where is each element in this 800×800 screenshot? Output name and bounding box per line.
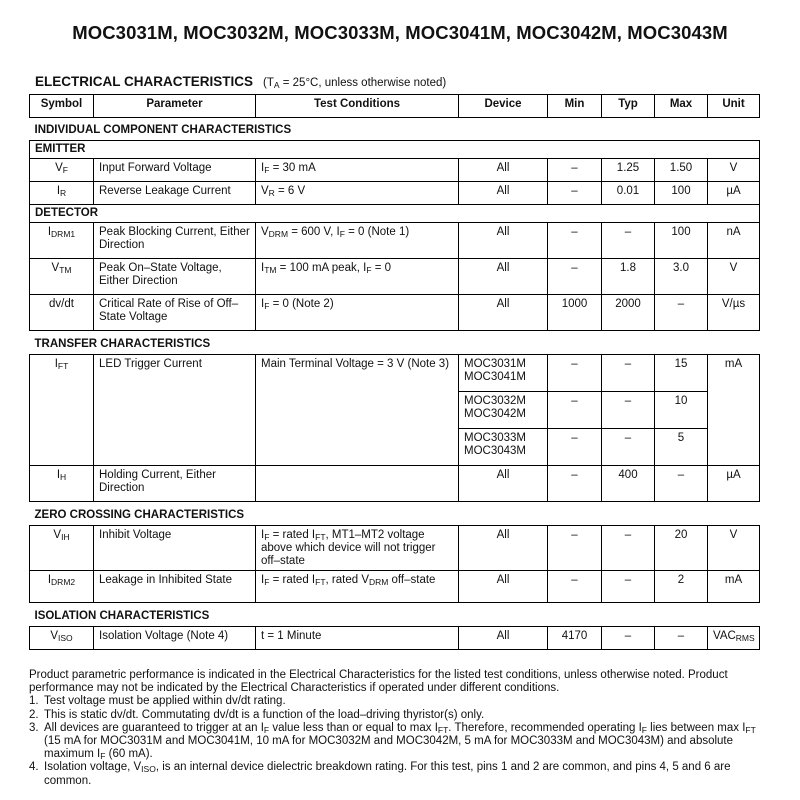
parameter-cell: LED Trigger Current [94,355,256,466]
group-heading-isolation: ISOLATION CHARACTERISTICS [34,610,210,622]
parameter-cell: Isolation Voltage (Note 4) [94,627,256,650]
typ-cell: – [602,355,655,392]
typ-cell: – [602,571,655,603]
typ-cell: – [602,627,655,650]
note-4: 4. Isolation voltage, $V_{ISO}$, is an internal device dielectric breakdown rating. For this test, pins 1 and 2 are common, and pins 4, 5 and 6 are common. [29,761,731,787]
max-cell: – [655,466,708,502]
group-heading-individual: INDIVIDUAL COMPONENT CHARACTERISTICS [34,124,292,136]
min-cell: – [548,182,602,205]
unit-cell: mA [708,571,760,603]
parameter-cell: Input Forward Voltage [94,159,256,182]
symbol-cell: dv/dt [30,295,94,331]
symbol-cell: $I_R$ [30,182,94,205]
parameter-cell: Critical Rate of Rise of Off–State Voltage [94,295,256,331]
note-1: 1. Test voltage must be applied within dv/dt rating. [29,695,286,708]
device-cell: All [459,159,548,182]
device-cell: All [459,466,548,502]
condition-cell: $V_{DRM} = 600$ V, $I_F = 0$ (Note 1) [256,223,459,259]
typ-cell: – [602,526,655,571]
symbol-cell: $I_{DRM2}$ [30,571,94,603]
symbol-cell: $I_{FT}$ [30,355,94,466]
parameter-cell: Inhibit Voltage [94,526,256,571]
min-cell: – [548,259,602,295]
max-cell: 3.0 [655,259,708,295]
test-condition-note: ($T_A = 25^\circ C$, unless otherwise noted) [263,77,447,90]
symbol-cell: $I_{DRM1}$ [30,223,94,259]
unit-cell: V [708,259,760,295]
typ-cell: – [602,429,655,466]
unit-cell: nA [708,223,760,259]
symbol-cell: $V_{TM}$ [30,259,94,295]
table-row [30,466,760,502]
group-heading-transfer: TRANSFER CHARACTERISTICS [34,338,211,350]
device-cell: All [459,571,548,603]
group-heading-zero-crossing: ZERO CROSSING CHARACTERISTICS [34,509,245,521]
notes-intro: Product parametric performance is indicated in the Electrical Characteristics for the listed test conditions, unless otherwise noted. Product performance may not be indicated by the Electrical Characteristics if operated under different conditions. [29,669,728,695]
device-cell: All [459,182,548,205]
condition-cell: Main Terminal Voltage = 3 V (Note 3) [256,355,459,466]
symbol-cell: $V_{IH}$ [30,526,94,571]
column-header-symbol: Symbol [30,95,94,118]
device-cell: MOC3032M MOC3042M [459,392,548,429]
min-cell: – [548,392,602,429]
table-row [30,295,760,331]
max-cell: 10 [655,392,708,429]
max-cell: 15 [655,355,708,392]
typ-cell: 1.8 [602,259,655,295]
typ-cell: 1.25 [602,159,655,182]
subgroup-heading-detector: DETECTOR [30,205,760,223]
min-cell: – [548,571,602,603]
table-row [30,627,760,650]
unit-cell: V [708,159,760,182]
min-cell: – [548,429,602,466]
table-row [30,355,760,392]
note-3: 3. All devices are guaranteed to trigger at an $I_F$ value less than or equal to $\max I_{FT}$. Therefore, recommended operating $I_F$ lies between $\max I_{FT}$ (15 mA for MOC3031M and MOC3041M, 10 mA for MOC3032M and MOC3042M, 5 mA for MOC3033M and MOC3043M) and absolute maximum $I_F$ (60 mA). [29,721,756,762]
page-title: MOC3031M, MOC3032M, MOC3033M, MOC3041M, MOC3042M, MOC3043M [72,22,728,43]
condition-cell: $I_F = 30$ mA [256,159,459,182]
typ-cell: 400 [602,466,655,502]
device-cell: All [459,223,548,259]
max-cell: 100 [655,182,708,205]
max-cell: 100 [655,223,708,259]
symbol-cell: $V_F$ [30,159,94,182]
device-cell: All [459,259,548,295]
subgroup-heading-emitter: EMITTER [30,141,760,159]
unit-cell: V [708,526,760,571]
min-cell: 1000 [548,295,602,331]
typ-cell: – [602,223,655,259]
condition-cell: t = 1 Minute [256,627,459,650]
min-cell: 4170 [548,627,602,650]
typ-cell: – [602,392,655,429]
unit-cell: V/µs [708,295,760,331]
condition-cell [256,466,459,502]
electrical-characteristics-table [29,94,760,650]
parameter-cell: Leakage in Inhibited State [94,571,256,603]
min-cell: – [548,355,602,392]
min-cell: – [548,526,602,571]
condition-cell: $I_F$ = rated $I_{FT}$, MT1–MT2 voltage above which device will not trigger off–state [256,526,459,571]
parameter-cell: Peak On–State Voltage, Either Direction [94,259,256,295]
table-header-row [30,95,760,118]
table-row [30,526,760,571]
unit-cell: µA [708,466,760,502]
unit-cell: $VAC_{RMS}$ [708,627,760,650]
parameter-cell: Peak Blocking Current, Either Direction [94,223,256,259]
min-cell: – [548,223,602,259]
symbol-cell: $V_{ISO}$ [30,627,94,650]
column-header-parameter: Parameter [94,95,256,118]
max-cell: – [655,295,708,331]
min-cell: – [548,466,602,502]
parameter-cell: Reverse Leakage Current [94,182,256,205]
max-cell: 1.50 [655,159,708,182]
device-cell: MOC3031M MOC3041M [459,355,548,392]
note-2: 2. This is static dv/dt. Commutating dv/dt is a function of the load–driving thyristor(s) only. [29,708,485,721]
parameter-cell: Holding Current, Either Direction [94,466,256,502]
max-cell: 5 [655,429,708,466]
symbol-cell: $I_H$ [30,466,94,502]
table-row [30,223,760,259]
table-row [30,159,760,182]
max-cell: – [655,627,708,650]
table-row [30,259,760,295]
column-header-max: Max [655,95,708,118]
unit-cell: µA [708,182,760,205]
column-header-unit: Unit [708,95,760,118]
condition-cell: $I_F = 0$ (Note 2) [256,295,459,331]
min-cell: – [548,159,602,182]
section-title: ELECTRICAL CHARACTERISTICS [35,74,254,89]
footnotes [29,669,764,788]
section-heading [35,73,446,91]
condition-cell: $V_R = 6$ V [256,182,459,205]
typ-cell: 0.01 [602,182,655,205]
table-row [30,571,760,603]
condition-cell: $I_{TM} = 100$ mA peak, $I_F = 0$ [256,259,459,295]
unit-cell: mA [708,355,760,466]
max-cell: 20 [655,526,708,571]
max-cell: 2 [655,571,708,603]
device-cell: All [459,295,548,331]
device-cell: All [459,627,548,650]
device-cell: MOC3033M MOC3043M [459,429,548,466]
device-cell: All [459,526,548,571]
column-header-typ: Typ [602,95,655,118]
table-row [30,182,760,205]
column-header-device: Device [459,95,548,118]
condition-cell: $I_F$ = rated $I_{FT}$, rated $V_{DRM}$ off–state [256,571,459,603]
column-header-min: Min [548,95,602,118]
column-header-test-conditions: Test Conditions [256,95,459,118]
typ-cell: 2000 [602,295,655,331]
